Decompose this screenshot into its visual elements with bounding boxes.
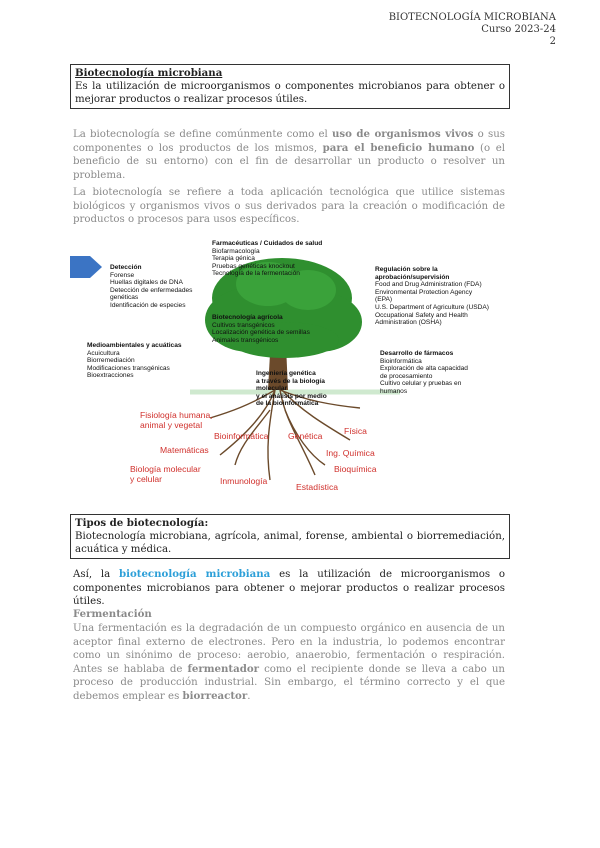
blue-arrow-icon: [70, 256, 102, 278]
para1-text-e: (o el beneficio de su entorno) con el fin de desarrollar un producto o resolver un problema.: [73, 142, 505, 181]
paragraph-definition: [73, 128, 505, 182]
para1-bold-beneficio: para el beneficio humano: [322, 141, 475, 154]
para3-text-c: es la utilización de microorganismos o componentes microbianos para obtener o mejorar productos o realizar procesos útiles.: [73, 569, 506, 608]
types-box: [70, 514, 510, 559]
label-deteccion: [110, 264, 192, 310]
root-estadistica: Estadística: [296, 482, 339, 492]
pharma-item: Terapia génica: [212, 255, 255, 263]
medioambiental-item: Bioextracciones: [87, 372, 134, 380]
root-ing-quimica: Ing. Química: [326, 448, 375, 458]
deteccion-item: Detección de enfermedades: [110, 286, 193, 294]
ferm-bold-fermentador: fermentador: [187, 662, 259, 675]
ingenieria-line: Ingeniería genética: [256, 370, 316, 377]
definition-text: Es la utilización de microorganismos o componentes microbianos para obtener o mejorar productos o realizar procesos útiles.: [75, 81, 505, 105]
root-fisica: Física: [344, 426, 367, 436]
ferm-bold-biorreactor: biorreactor: [182, 689, 248, 702]
root-fisiologia: Fisiología humana, animal y vegetal: [140, 410, 213, 430]
pharma-item: Tecnología de la fermentación: [212, 270, 300, 278]
para1-text-a: La biotecnología se define comúnmente como el: [73, 129, 332, 140]
types-title: Tipos de biotecnología:: [75, 517, 209, 529]
medioambiental-item: Acuicultura: [87, 349, 120, 357]
regulacion-title-2: aprobación/supervisión: [375, 273, 450, 281]
para1-text-c: o sus componentes o los productos de los mismos,: [73, 129, 505, 154]
farmacos-title: Desarrollo de fármacos: [380, 350, 454, 357]
agricola-item: Cultivos transgénicos: [212, 321, 275, 329]
ingenieria-line: y el análisis por medio: [256, 392, 327, 400]
farmacos-item: Exploración de alta capacidad: [380, 365, 468, 373]
types-text: Biotecnología microbiana, agrícola, animal, forense, ambiental o biorremediación, acuática y médica.: [75, 531, 505, 555]
farmacos-item: de procesamiento: [380, 372, 433, 380]
ingenieria-line: de la bioinformática: [256, 400, 319, 408]
label-agricola: [212, 314, 310, 344]
page-header: [389, 12, 556, 48]
pharma-title: Farmacéuticas / Cuidados de salud: [212, 240, 323, 247]
regulacion-item: (EPA): [375, 296, 393, 304]
label-regulacion: [375, 266, 489, 327]
ferm-text-c: como el recipiente donde se lleva a cabo un proceso de producción industrial. Sin embargo, el término correcto y el que debemos emplear es: [73, 663, 505, 702]
label-ingenieria: [256, 370, 327, 408]
page-number: 2: [549, 36, 556, 47]
ingenieria-line: molecular: [256, 385, 288, 393]
ferm-text-e: .: [247, 690, 251, 702]
agricola-item: Animales transgénicos: [212, 336, 279, 344]
root-genetica: Genética: [288, 431, 323, 441]
medioambiental-item: Modificaciones transgénicas: [87, 364, 170, 372]
para3-text-a: Así, la: [73, 569, 119, 580]
para3-highlight: biotecnología microbiana: [118, 568, 271, 580]
label-farmacos: [380, 350, 468, 396]
biotech-tree-figure: [70, 240, 514, 502]
label-pharma: [212, 240, 322, 278]
ingenieria-line: a través de la biología: [256, 377, 325, 385]
deteccion-item: genéticas: [110, 294, 139, 302]
farmacos-item: Bioinformática: [380, 357, 422, 365]
deteccion-item: Huellas digitales de DNA: [110, 279, 183, 287]
regulacion-item: U.S. Department of Agriculture (USDA): [375, 303, 489, 311]
para1-bold-organismos: uso de organismos vivos: [331, 128, 474, 140]
root-bioquimica: Bioquímica: [334, 464, 377, 474]
medioambiental-item: Biorremediación: [87, 357, 135, 365]
header-course-year: Curso 2023-24: [481, 24, 556, 35]
regulacion-title: Regulación sobre la: [375, 266, 438, 273]
definition-box: [70, 64, 510, 109]
agricola-item: Localización genética de semillas: [212, 329, 310, 337]
root-biologia: Biología molecular y celular: [130, 464, 201, 484]
paragraph-microbial: [73, 568, 505, 609]
root-bioinformatica: Bioinformática: [214, 431, 269, 441]
deteccion-item: Identificación de especies: [110, 301, 186, 309]
root-matematicas: Matemáticas: [160, 445, 209, 455]
regulacion-item: Food and Drug Administration (FDA): [375, 281, 482, 289]
regulacion-item: Environmental Protection Agency: [375, 288, 473, 296]
farmacos-item: Cultivo celular y pruebas en: [380, 380, 462, 388]
regulacion-item: Administration (OSHA): [375, 319, 442, 327]
label-medioambiental: [87, 342, 182, 380]
regulacion-item: Occupational Safety and Health: [375, 311, 468, 319]
paragraph-fermentacion: [73, 622, 505, 704]
deteccion-item: Forense: [110, 271, 135, 279]
section-title-fermentacion: Fermentación: [73, 608, 152, 620]
header-course-title: BIOTECNOLOGÍA MICROBIANA: [388, 12, 556, 23]
definition-title: Biotecnología microbiana: [75, 67, 223, 79]
pharma-item: Pruebas genéticas knockout: [212, 262, 295, 270]
root-inmunologia: Inmunología: [220, 476, 268, 486]
ferm-text-a: Una fermentación es la degradación de un compuesto orgánico en ausencia de un aceptor final externo de electrones. Pero en la industria, lo podemos encontrar como un sinónimo de proceso: aerobio, anaerobio, fermentación o respiración. Antes se hablaba de: [73, 623, 505, 675]
medioambiental-title: Medioambientales y acuáticas: [87, 342, 182, 349]
paragraph-application: La biotecnología se refiere a toda aplicación tecnológica que utilice sistemas biológicos y organismos vivos o sus derivados para la creación o modificación de productos o procesos para usos específicos.: [73, 187, 505, 226]
agricola-title: Biotecnología agrícola: [212, 314, 283, 321]
pharma-item: Biofarmacología: [212, 247, 260, 255]
farmacos-item: humanos: [380, 387, 408, 395]
deteccion-title: Detección: [110, 264, 142, 271]
